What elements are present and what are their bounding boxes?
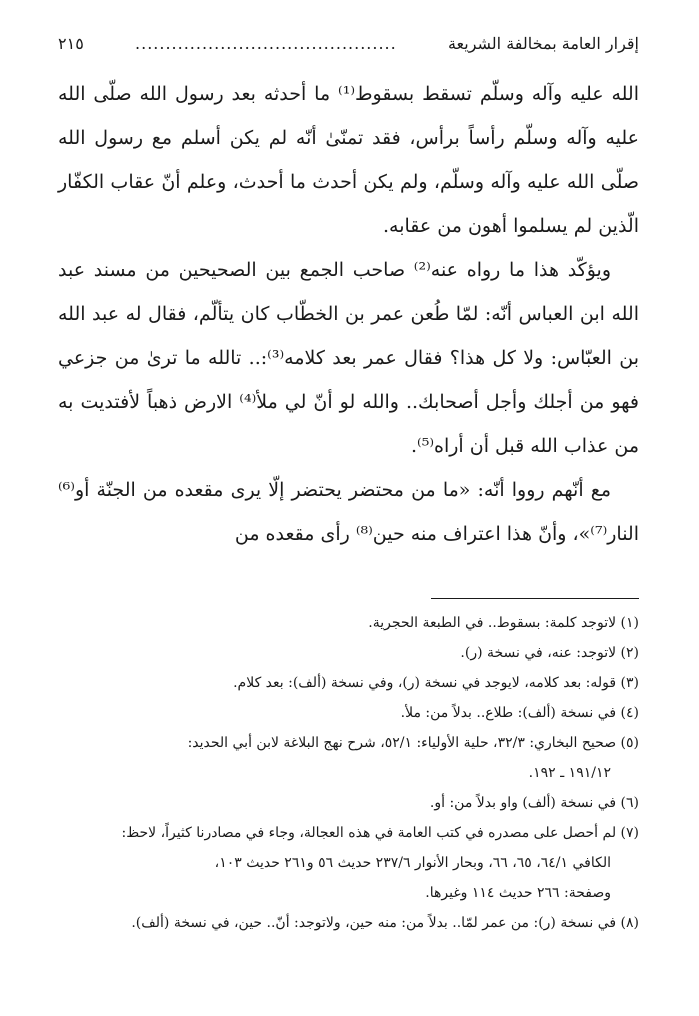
footnote-5-continued: ١٩١/١٢ ـ ١٩٢. (528, 765, 611, 781)
page-number: ٢١٥ (58, 33, 84, 53)
paragraph: مع أنّهم رووا أنّه: «ما من محتضر يحتضر إلّا يرى مقعده من الجنّة أو⁽⁶⁾ النار⁽⁷⁾»، وأنّ هذا اعتراف منه حين⁽⁸⁾ رأى مقعده من (58, 479, 639, 545)
footnote-6: (٦) في نسخة (ألف) واو بدلاً من: أو. (429, 795, 639, 811)
footnote-7-continued: وصفحة: ٢٦٦ حديث ١١٤ وغيرها. (425, 885, 611, 901)
footnote-1: (١) لاتوجد كلمة: بسقوط.. في الطبعة الحجرية. (368, 615, 639, 631)
footnote-7: (٧) لم أحصل على مصدره في كتب العامة في هذه العجالة، وجاء في مصادرنا كثيراً، لاحظ: (121, 825, 639, 841)
running-title: إقرار العامة بمخالفة الشريعة (447, 33, 639, 53)
footnotes (58, 608, 639, 938)
leader-dots: ........................................... (135, 33, 397, 53)
footnote-7-continued: الكافي ٦٤/١، ٦٥، ٦٦، وبحار الأنوار ٢٣٧/٦ حديث ٥٦ و٢٦١ حديث ١٠٣، (214, 855, 611, 871)
page-header (58, 28, 639, 58)
footnote-5: (٥) صحيح البخاري: ٣٢/٣، حلية الأولياء: ٥٢/١، شرح نهج البلاغة لابن أبي الحديد: (187, 735, 639, 751)
footnote-8: (٨) في نسخة (ر): من عمر لمّا.. بدلاً من: منه حين، ولاتوجد: أنّ.. حين، في نسخة (ألف). (131, 915, 639, 931)
footnote-4: (٤) في نسخة (ألف): طلاع.. بدلاً من: ملأ. (400, 705, 639, 721)
footnote-3: (٣) قوله: بعد كلامه، لايوجد في نسخة (ر)، وفي نسخة (ألف): بعد كلام. (233, 675, 639, 691)
paragraph: ويؤكّد هذا ما رواه عنه⁽²⁾ صاحب الجمع بين الصحيحين من مسند عبد الله ابن العباس أنّه: لمّا طُعن عمر بن الخطّاب كان يتألّم، فقال له عبد الله بن العبّاس: ولا كل هذا؟ فقال عمر بعد كلامه⁽³⁾:.. تالله ما ترىٰ من جزعي فهو من أجلك وأجل أصحابك.. والله لو أنّ لي ملأ⁽⁴⁾ الارض ذهباً لأفتديت به من عذاب الله قبل أن أراه⁽⁵⁾. (58, 259, 640, 457)
main-text (58, 72, 639, 556)
paragraph: الله عليه وآله وسلّم تسقط بسقوط⁽¹⁾ ما أحدثه بعد رسول الله صلّى الله عليه وآله وسلّم رأساً برأس، فقد تمنّىٰ أنّه لم يكن أسلم مع رسول الله صلّى الله عليه وآله وسلّم، ولم يكن أحدث ما أحدث، وعلم أنّ عقاب الكفّار الّذين لم يسلموا أهون من عقابه. (58, 83, 639, 237)
footnote-2: (٢) لاتوجد: عنه، في نسخة (ر). (460, 645, 639, 661)
footnote-divider (431, 598, 639, 599)
